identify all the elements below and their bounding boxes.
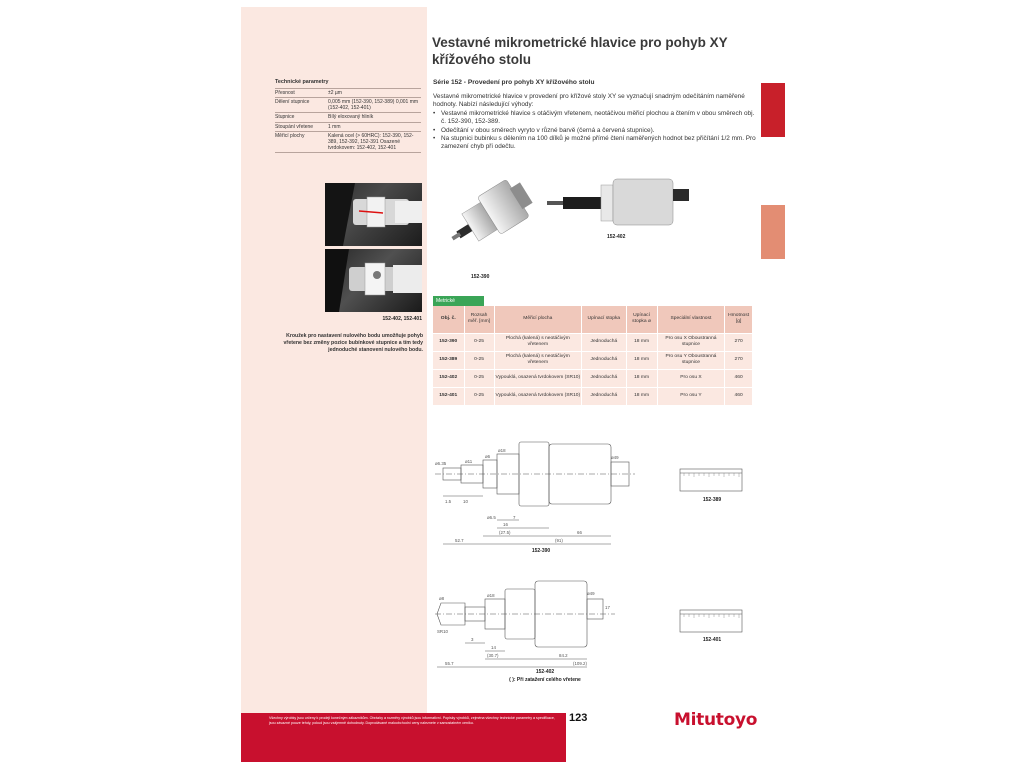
dimension-label: (91) — [555, 538, 563, 543]
product-table — [433, 306, 753, 405]
table-row — [433, 333, 753, 351]
table-cell: Jednoduchá — [582, 387, 626, 405]
col-header: Hmotnost [g] — [725, 306, 753, 333]
table-row — [433, 369, 753, 387]
spec-value: ±2 µm — [328, 90, 342, 96]
table-header-row — [433, 306, 753, 333]
col-header: Měřicí plocha — [494, 306, 582, 333]
table-cell: 152-402 — [433, 369, 464, 387]
table-row — [433, 387, 753, 405]
intro-text: Vestavné mikrometrické hlavice v provedení pro křížové stoly XY se vyznačují snadným odečítáním naměřené hodnoty. Nabízí následující výhody: — [433, 93, 745, 109]
spec-row — [275, 88, 421, 97]
spec-key: Dělení stupnice — [275, 99, 310, 106]
technical-parameters — [275, 79, 421, 153]
dimension-label: ø6.5 — [487, 515, 496, 520]
spec-row — [275, 97, 421, 112]
drawing-caption: 152-402 — [535, 669, 555, 675]
dimension-label: (27.5) — [499, 530, 511, 535]
table-cell: 460 — [725, 387, 753, 405]
zero-ring-photo-1 — [325, 183, 422, 246]
table-cell: 0-25 — [464, 351, 494, 369]
drawing-note: ( ): Při zatažení celého vřetene — [509, 677, 581, 683]
table-cell: Pro osu Y — [657, 387, 725, 405]
dimension-label: 17 — [605, 605, 610, 610]
dimension-label: 7 — [513, 515, 516, 520]
col-header: Speciální vlastnost — [657, 306, 725, 333]
zero-ring-photo-2 — [325, 249, 422, 312]
spec-key: Stupnice — [275, 114, 295, 121]
dimension-label: 14 — [491, 645, 496, 650]
section-tab-red[interactable] — [761, 83, 785, 137]
dimension-label: SR10 — [437, 629, 448, 634]
table-cell: 0-25 — [464, 387, 494, 405]
col-header: Upínací stopka ø — [626, 306, 657, 333]
product-caption: 152-390 — [471, 274, 490, 280]
table-row — [433, 351, 753, 369]
dimension-label: 52.7 — [455, 538, 464, 543]
table-cell: Jednoduchá — [582, 333, 626, 351]
spec-value: Kalená ocel (> 60HRC): 152-390, 152-389, 152-392, 152-391 Osazené tvrdokovem: 152-402, 152-401 — [328, 132, 414, 151]
dimension-label: 10 — [463, 499, 468, 504]
table-cell: 270 — [725, 351, 753, 369]
dimension-label: ø49 — [611, 455, 619, 460]
spec-value: Bílý eloxovaný hliník — [328, 114, 374, 121]
brand-logo: Mitutoyo — [674, 710, 758, 730]
technical-drawing-152-390 — [435, 432, 670, 554]
table-cell: 460 — [725, 369, 753, 387]
table-cell: 0-25 — [464, 333, 494, 351]
dimension-label: 16 — [503, 522, 508, 527]
spec-value: 0,005 mm (152-390, 152-389) 0,001 mm (152-402, 152-401) — [328, 99, 419, 112]
table-cell: 152-401 — [433, 387, 464, 405]
dimension-label: 3 — [471, 637, 474, 642]
table-cell: Pro osu Y Oboustranná stupnice — [657, 351, 725, 369]
spec-row — [275, 112, 421, 121]
product-photo-152-390 — [445, 173, 540, 268]
scale-drawing-152-401 — [679, 604, 745, 634]
dimension-label: ø6 — [485, 454, 491, 459]
table-cell: Vypouklá, osazená tvrdokovem (SR10) — [494, 369, 582, 387]
drawing-caption: 152-389 — [702, 497, 722, 503]
zero-ring-note: Kroužek pro nastavení nulového bodu umožňuje pohyb vřetene bez změny pozice bubínkové stupnice a tím tedy jednoduché stanovení nulového bodu. — [283, 333, 423, 353]
spec-row — [275, 122, 421, 131]
spec-key: Měřicí plochy — [275, 132, 305, 139]
col-header: Upínací stopka — [582, 306, 626, 333]
table-cell: Jednoduchá — [582, 369, 626, 387]
product-caption: 152-402 — [607, 234, 626, 240]
product-photo-152-402 — [545, 177, 697, 227]
footer-disclaimer: Všechny výrobky jsou určeny k prodeji konečným zákazníkům. Obrázky a rozměry výrobků jsou informativní. Popisky výrobků, zejména všechny technické parametry a specifikace, jsou závazné pouze tehdy, pokud jsou vzájemně dohodnuty. Doprodávané maloobchodní ceny naleznete v samostatném ceníku. — [269, 716, 555, 725]
catalog-page — [241, 7, 785, 762]
table-cell: 0-25 — [464, 369, 494, 387]
drawing-caption: 152-390 — [531, 548, 551, 554]
scale-drawing-152-389 — [679, 463, 745, 493]
dimension-label: ø49 — [587, 591, 595, 596]
table-cell: 18 mm — [626, 333, 657, 351]
table-cell: 152-390 — [433, 333, 464, 351]
specs-title: Technické parametry — [275, 79, 329, 85]
table-cell: 18 mm — [626, 351, 657, 369]
dimension-label: 84.2 — [559, 653, 568, 658]
table-cell: 152-389 — [433, 351, 464, 369]
spec-row — [275, 131, 421, 153]
series-title: Série 152 - Provedení pro pohyb XY křížového stolu — [433, 79, 595, 86]
table-cell: 18 mm — [626, 387, 657, 405]
col-header: Rozsah měř. [mm] — [464, 306, 494, 333]
table-cell: 18 mm — [626, 369, 657, 387]
photo-caption: 152-402, 152-401 — [382, 316, 422, 322]
dimension-label: 1.5 — [445, 499, 452, 504]
col-header: Obj. č. — [433, 306, 464, 333]
drawing-caption: 152-401 — [702, 637, 722, 643]
table-cell: Plochá (kalená) s neotáčivým vřetenem — [494, 333, 582, 351]
table-cell: Pro osu X Oboustranná stupnice — [657, 333, 725, 351]
feature-list — [433, 110, 761, 151]
page-title: Vestavné mikrometrické hlavice pro pohyb XY křížového stolu — [432, 35, 728, 67]
technical-drawing-152-402 — [435, 573, 670, 673]
table-cell: Plochá (kalená) s neotáčivým vřetenem — [494, 351, 582, 369]
table-cell: 270 — [725, 333, 753, 351]
dimension-label: 55.7 — [445, 661, 454, 666]
dimension-label: (30.7) — [487, 653, 499, 658]
table-cell: Vypouklá, osazená tvrdokovem (SR10) — [494, 387, 582, 405]
dimension-label: ø18 — [498, 448, 506, 453]
spec-key: Přesnost — [275, 90, 295, 96]
dimension-label: 66 — [577, 530, 582, 535]
dimension-label: ø8 — [439, 596, 445, 601]
feature-item: • Odečítání v obou směrech vyryto v různé barvě (černá a červená stupnice). — [433, 127, 761, 135]
page-number: 123 — [569, 712, 588, 724]
dimension-label: (109.2) — [573, 661, 587, 666]
dimension-label: ø11 — [465, 459, 473, 464]
section-tab-salmon[interactable] — [761, 205, 785, 259]
table-cell: Jednoduchá — [582, 351, 626, 369]
dimension-label: ø6.35 — [435, 461, 447, 466]
feature-item: • Na stupnici bubinku s dělením na 100 dílků je možné přímé čtení naměřených hodnot bez přičítání 1/2 mm. Pro zamezení chyb při odečtu. — [433, 135, 761, 152]
feature-item: • Vestavné mikrometrické hlavice s otáčivým vřetenem, neotáčivou měřicí plochou a čtením v obou směrech obj. č. 152-390, 152-389. — [433, 110, 761, 127]
metric-label: Metrické — [433, 296, 484, 306]
spec-value: 1 mm — [328, 123, 341, 130]
dimension-label: ø18 — [487, 593, 495, 598]
spec-key: Stoupání vřetene — [275, 123, 314, 130]
table-cell: Pro osu X — [657, 369, 725, 387]
